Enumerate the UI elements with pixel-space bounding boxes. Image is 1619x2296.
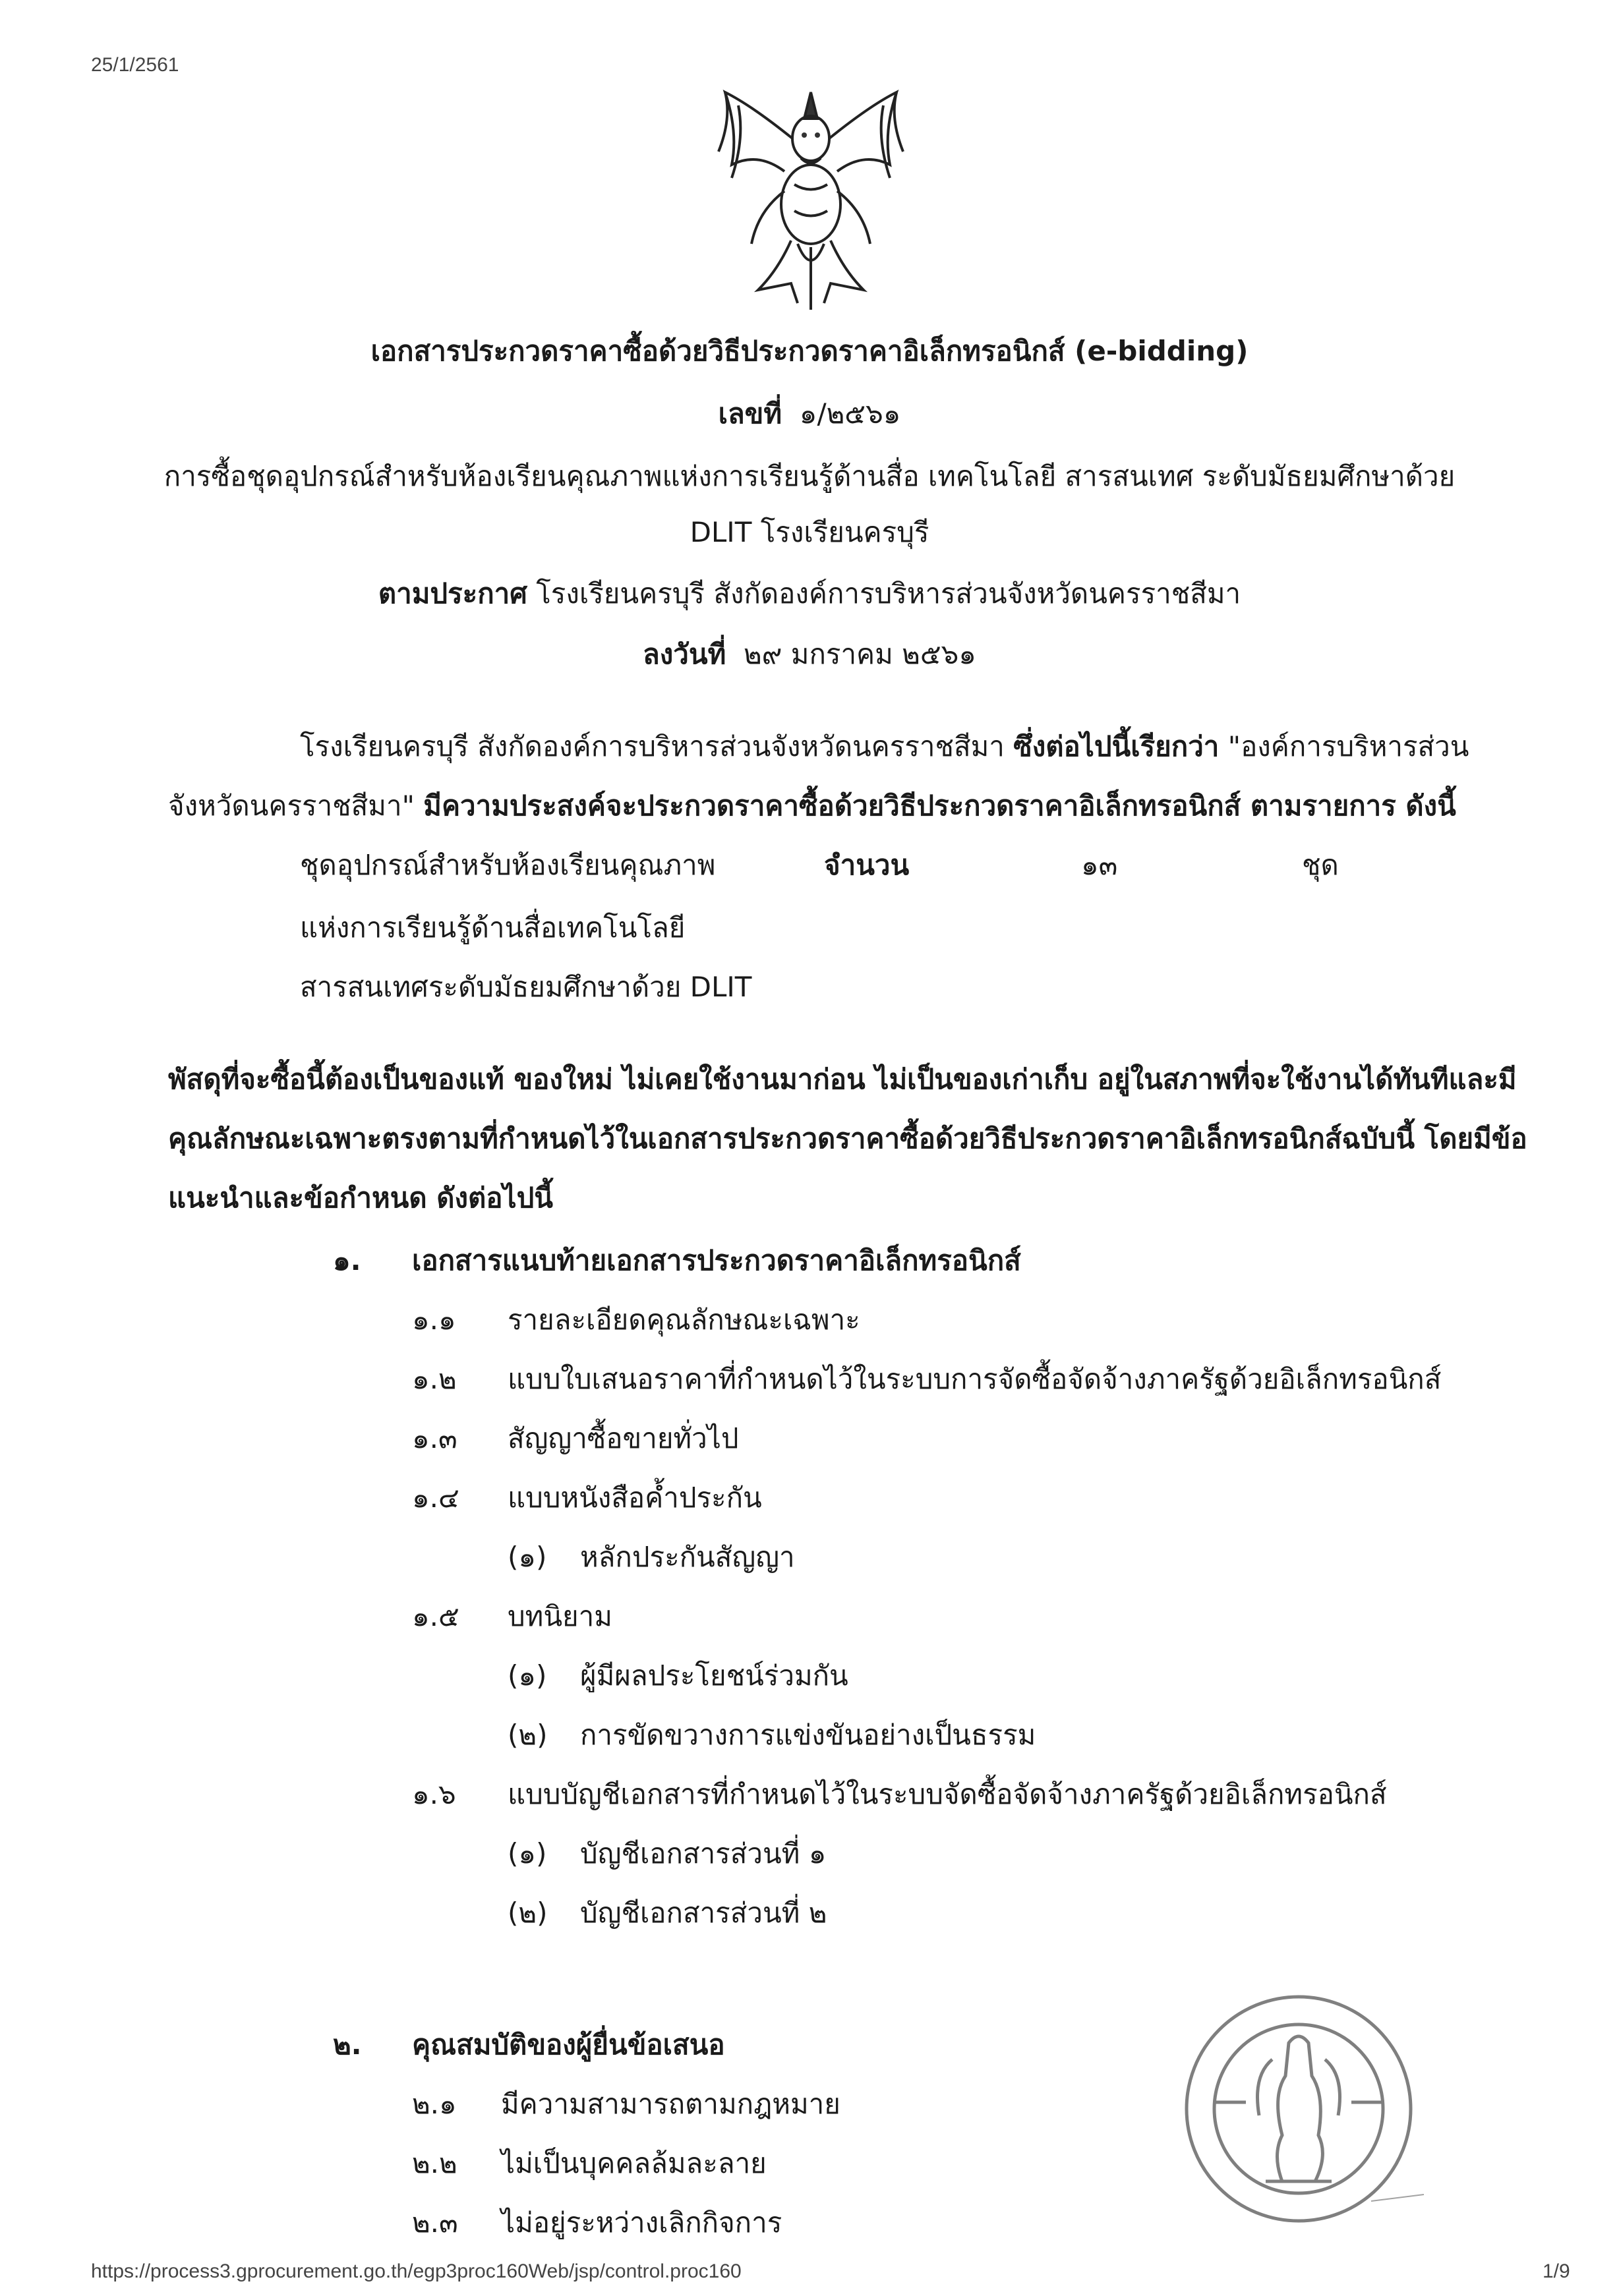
intro-line-2 [168,784,1456,828]
garuda-emblem-icon [712,79,910,316]
intro-purpose: มีความประสงค์จะประกวดราคาซื้อด้วยวิธีประกวดราคาอิเล็กทรอนิกส์ ตามรายการ ดังนี้ [423,789,1456,822]
section-1-item-1-1-number: ๑.๑ [412,1304,456,1336]
section-1-item-1-3-number: ๑.๓ [412,1422,457,1454]
item-unit: ชุด [1302,849,1339,881]
announcement-date-label: ลงวันที่ [643,638,726,670]
section-2-number: ๒. [333,2028,362,2061]
section-2-item-2-2-text: ไม่เป็นบุคคลล้มละลาย [501,2147,767,2179]
intro-school: โรงเรียนครบุรี สังกัดองค์การบริหารส่วนจังหวัดนครราชสีมา [300,730,1005,762]
document-number-label: เลขที่ [718,397,782,430]
section-1-title: เอกสารแนบท้ายเอกสารประกวดราคาอิเล็กทรอนิกส์ [412,1244,1021,1277]
page-number: 1/9 [1543,2260,1570,2282]
condition-line-1: พัสดุที่จะซื้อนี้ต้องเป็นของแท้ ของใหม่ ไม่เคยใช้งานมาก่อน ไม่เป็นของเก่าเก็บ อยู่ในสภาพที่จะใช้งานได้ทันทีและมี [168,1063,1517,1095]
section-2-item-2-3-number: ๒.๓ [412,2206,458,2239]
school-seal-stamp-icon [1173,1984,1424,2234]
condition-line-3: แนะนำและข้อกำหนด ดังต่อไปนี้ [168,1182,554,1214]
item-name-line-2: แห่งการเรียนรู้ด้านสื่อเทคโนโลยี [300,911,686,944]
document-title: เอกสารประกวดราคาซื้อด้วยวิธีประกวดราคาอิเล็กทรอนิกส์ (e-bidding) [370,335,1249,367]
announcement [0,572,1619,616]
section-1-item-1-5-text: บทนิยาม [508,1600,612,1632]
section-1-item-1-5-number: ๑.๕ [412,1600,459,1632]
section-1-item-1-5-2-text: การขัดขวางการแข่งขันอย่างเป็นธรรม [580,1719,1036,1751]
section-1-item-1-4-1-number: (๑) [508,1541,547,1573]
item-name-line-3: สารสนเทศระดับมัธยมศึกษาด้วย DLIT [300,971,752,1003]
announcement-label: ตามประกาศ [378,577,527,610]
section-1-item-1-5-1-text: ผู้มีผลประโยชน์ร่วมกัน [580,1659,848,1692]
section-1-item-1-6-1-number: (๑) [508,1837,547,1870]
item-quantity-label: จำนวน [824,849,910,881]
intro-alias-start: "องค์การบริหารส่วน [1227,730,1469,762]
announcement-value: โรงเรียนครบุรี สังกัดองค์การบริหารส่วนจังหวัดนครราชสีมา [536,577,1241,610]
section-1-item-1-4-1-text: หลักประกันสัญญา [580,1541,795,1573]
document-number-value: ๑/๒๕๖๑ [799,397,901,430]
section-1-item-1-2-text: แบบใบเสนอราคาที่กำหนดไว้ในระบบการจัดซื้อจัดจ้างภาครัฐด้วยอิเล็กทรอนิกส์ [508,1363,1442,1395]
section-1-item-1-6-2-text: บัญชีเอกสารส่วนที่ ๒ [580,1897,827,1929]
section-1-item-1-4-text: แบบหนังสือค้ำประกัน [508,1481,762,1514]
intro-alias-end: จังหวัดนครราชสีมา" [168,789,415,822]
print-date: 25/1/2561 [91,54,179,76]
section-1-item-1-5-2-number: (๒) [508,1719,548,1751]
subject-line-1: การซื้อชุดอุปกรณ์สำหรับห้องเรียนคุณภาพแห่งการเรียนรู้ด้านสื่อ เทคโนโลยี สารสนเทศ ระดับมัธยมศึกษาด้วย [163,460,1456,492]
section-1-item-1-6-2-number: (๒) [508,1897,548,1929]
section-1-item-1-6-number: ๑.๖ [412,1778,456,1810]
item-quantity-value: ๑๓ [1081,849,1118,881]
section-2-item-2-1-number: ๒.๑ [412,2088,457,2120]
section-1-item-1-6-text: แบบบัญชีเอกสารที่กำหนดไว้ในระบบจัดซื้อจัดจ้างภาครัฐด้วยอิเล็กทรอนิกส์ [508,1778,1387,1810]
section-1-item-1-3-text: สัญญาซื้อขายทั่วไป [508,1422,739,1454]
announcement-date [0,633,1619,676]
document-number [0,392,1619,436]
section-1-item-1-6-1-text: บัญชีเอกสารส่วนที่ ๑ [580,1837,827,1870]
item-name-line-1: ชุดอุปกรณ์สำหรับห้องเรียนคุณภาพ [300,849,716,881]
section-2-item-2-3-text: ไม่อยู่ระหว่างเลิกกิจการ [501,2206,782,2239]
section-1-item-1-2-number: ๑.๒ [412,1363,457,1395]
announcement-date-value: ๒๙ มกราคม ๒๕๖๑ [743,638,976,670]
intro-hereinafter: ซึ่งต่อไปนี้เรียกว่า [1013,730,1220,762]
footer-url: https://process3.gprocurement.go.th/egp3proc160Web/jsp/control.proc160 [91,2260,742,2282]
subject-line-2: DLIT โรงเรียนครบุรี [690,516,929,548]
condition-line-2: คุณลักษณะเฉพาะตรงตามที่กำหนดไว้ในเอกสารประกวดราคาซื้อด้วยวิธีประกวดราคาอิเล็กทรอนิกส์ฉบับนี้ โดยมีข้อ [168,1122,1527,1155]
section-2-title: คุณสมบัติของผู้ยื่นข้อเสนอ [412,2028,725,2061]
section-1-item-1-1-text: รายละเอียดคุณลักษณะเฉพาะ [508,1304,860,1336]
intro-line-1 [300,725,1469,768]
section-1-item-1-5-1-number: (๑) [508,1659,547,1692]
section-1-item-1-4-number: ๑.๔ [412,1481,459,1514]
section-1-number: ๑. [333,1244,361,1277]
section-2-item-2-2-number: ๒.๒ [412,2147,457,2179]
section-2-item-2-1-text: มีความสามารถตามกฎหมาย [501,2088,840,2120]
